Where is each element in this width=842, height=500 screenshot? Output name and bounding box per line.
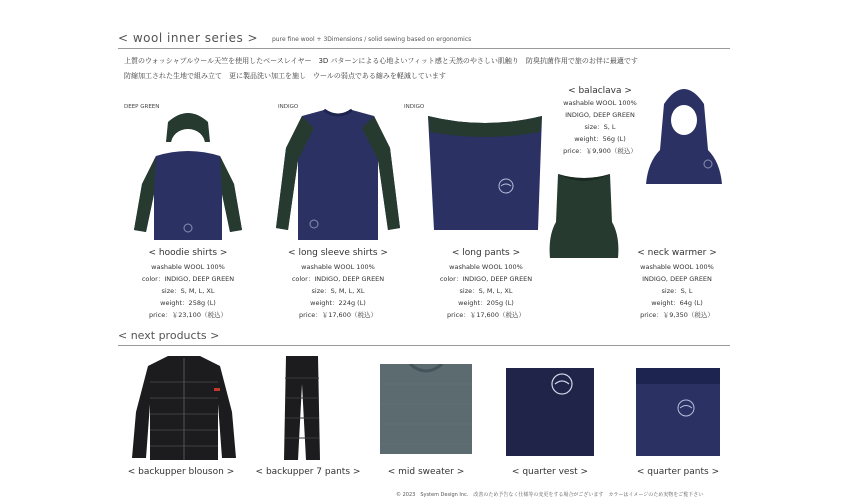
spec-material: washable WOOL 100% <box>151 263 225 271</box>
spec-weight: weight：56g (L) <box>574 135 626 143</box>
long-sleeve-shirts-image[interactable] <box>274 108 402 242</box>
balaclava-title[interactable]: < balaclava > <box>568 86 632 96</box>
spec-price: price：￥17,600（税込） <box>447 311 525 319</box>
spec-weight: weight：64g (L) <box>651 299 703 307</box>
quarter-vest-title[interactable]: < quarter vest > <box>511 467 589 477</box>
quarter-pants-title[interactable]: < quarter pants > <box>636 467 720 477</box>
next-products-title: < next products > <box>118 329 220 342</box>
quarter-vest-image[interactable] <box>506 368 594 456</box>
spec-material: washable WOOL 100% <box>301 263 375 271</box>
next-products-divider <box>118 345 730 346</box>
neck-warmer-title[interactable]: < neck warmer > <box>637 248 717 258</box>
quarter-pants-image[interactable] <box>636 368 720 456</box>
hoodie-color-label: DEEP GREEN <box>124 104 160 110</box>
spec-size: size：S, L <box>661 287 693 295</box>
mid-sweater-image[interactable] <box>380 364 472 454</box>
hoodie-shirts-image[interactable] <box>130 108 246 244</box>
spec-price: price：￥9,350（税込） <box>640 311 714 319</box>
long-pants-image[interactable] <box>426 112 544 232</box>
neck-warmer-image[interactable] <box>548 168 620 260</box>
spec-color: color：INDIGO, DEEP GREEN <box>439 275 533 283</box>
series-title: < wool inner series > <box>118 31 259 45</box>
spec-weight: weight：258g (L) <box>160 299 216 307</box>
backupper-blouson-image[interactable] <box>130 352 238 462</box>
header-divider <box>118 48 730 49</box>
backupper-blouson-title[interactable]: < backupper blouson > <box>127 467 235 477</box>
spec-size: size：S, M, L, XL <box>311 287 365 295</box>
mid-sweater-title[interactable]: < mid sweater > <box>387 467 465 477</box>
spec-color: INDIGO, DEEP GREEN <box>642 275 712 283</box>
series-subtitle: pure fine wool + 3Dimensions / solid sewing based on ergonomics <box>272 36 472 43</box>
spec-weight: weight：205g (L) <box>458 299 514 307</box>
spec-color: color：INDIGO, DEEP GREEN <box>291 275 385 283</box>
backupper-7-pants-image[interactable] <box>282 354 322 462</box>
balaclava-image[interactable] <box>646 80 722 188</box>
description-line-2: 防縮加工された生地で組み立て 更に製品洗い加工を施し ウールの弱点である縮みを軽減しています <box>124 72 446 80</box>
spec-color: color：INDIGO, DEEP GREEN <box>141 275 235 283</box>
balaclava-specs <box>550 97 650 157</box>
spec-material: washable WOOL 100% <box>449 263 523 271</box>
spec-weight: weight：224g (L) <box>310 299 366 307</box>
hoodie-shirts-specs <box>128 261 248 321</box>
spec-price: price：￥17,600（税込） <box>299 311 377 319</box>
long-sleeve-shirts-specs <box>276 261 400 321</box>
long-pants-title[interactable]: < long pants > <box>451 248 521 258</box>
long-pants-color-label: INDIGO <box>404 104 425 110</box>
spec-price: price：￥23,100（税込） <box>149 311 227 319</box>
long-pants-specs <box>426 261 546 321</box>
spec-material: washable WOOL 100% <box>563 99 637 107</box>
description-line-1: 上質のウォッシャブルウール天竺を使用したベースレイヤー 3D パターンによる心地よいフィット感と天然のやさしい肌触り 防臭抗菌作用で旅のお伴に最適です <box>124 57 638 65</box>
neck-warmer-specs <box>622 261 732 321</box>
spec-size: size：S, M, L, XL <box>459 287 513 295</box>
footer-note: © 2023 System Design Inc. 改善のため予告なく仕様等の変更をする場合がございます カラーはイメージのため実物をご覧下さい <box>396 492 704 498</box>
backupper-7-pants-title[interactable]: < backupper 7 pants > <box>255 467 361 477</box>
long-sleeve-color-label: INDIGO <box>278 104 299 110</box>
long-sleeve-shirts-title[interactable]: < long sleeve shirts > <box>288 248 388 258</box>
spec-size: size：S, M, L, XL <box>161 287 215 295</box>
spec-material: washable WOOL 100% <box>640 263 714 271</box>
spec-price: price：￥9,900（税込） <box>563 147 637 155</box>
spec-size: size：S, L <box>584 123 616 131</box>
hoodie-shirts-title[interactable]: < hoodie shirts > <box>148 248 228 258</box>
spec-color: INDIGO, DEEP GREEN <box>565 111 635 119</box>
